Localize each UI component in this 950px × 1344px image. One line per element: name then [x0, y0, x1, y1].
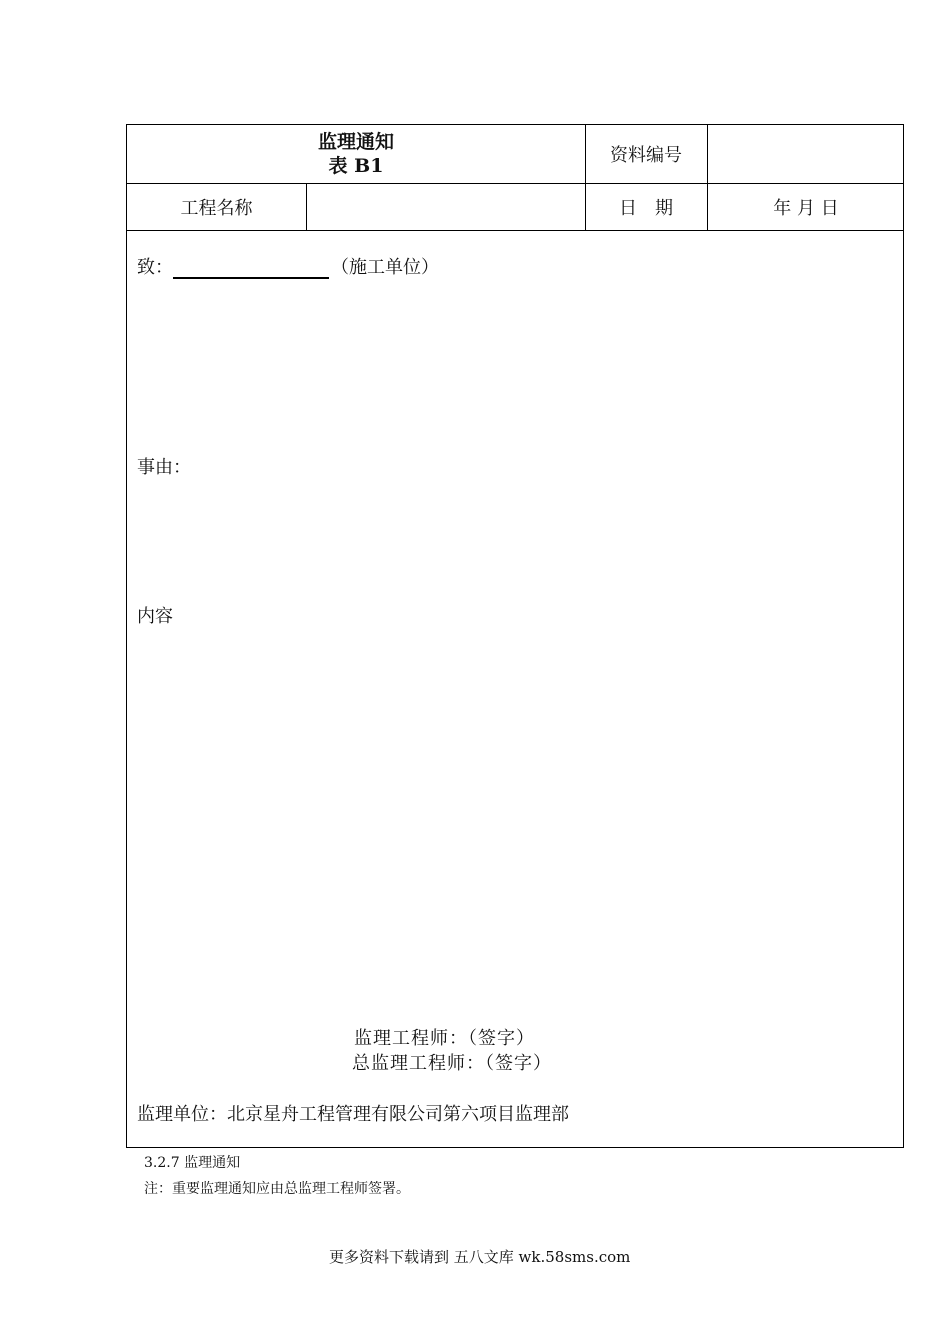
date-field[interactable]: 年 月 日 — [773, 197, 839, 219]
row-divider-2 — [127, 230, 903, 231]
form-code: 表 B1 — [328, 155, 384, 177]
content-label: 内容 — [137, 606, 173, 627]
to-label: 致： — [137, 257, 173, 278]
supervision-unit: 监理单位：北京星舟工程管理有限公司第六项目监理部 — [137, 1104, 569, 1125]
section-note: 3.2.7 监理通知 — [144, 1155, 241, 1171]
form-title-block — [127, 125, 585, 183]
to-suffix: （施工单位） — [331, 257, 439, 278]
engineer-signature: 监理工程师：（签字） — [354, 1028, 535, 1049]
to-line — [137, 253, 439, 279]
doc-no-label: 资料编号 — [610, 145, 682, 166]
date-label: 日 期 — [619, 197, 673, 219]
chief-engineer-signature: 总监理工程师：（签字） — [352, 1053, 552, 1074]
project-name-label: 工程名称 — [180, 197, 253, 219]
contractor-field[interactable] — [173, 257, 329, 279]
project-name-field[interactable] — [306, 183, 585, 230]
signature-note: 注：重要监理通知应由总监理工程师签署。 — [144, 1181, 410, 1197]
reason-label: 事由： — [137, 457, 191, 478]
download-footer[interactable]: 更多资料下载请到 五八文库 wk.58sms.com — [329, 1248, 631, 1266]
doc-no-field[interactable] — [707, 125, 905, 183]
supervision-notice-form — [126, 124, 904, 1148]
form-title: 监理通知 — [317, 131, 394, 153]
